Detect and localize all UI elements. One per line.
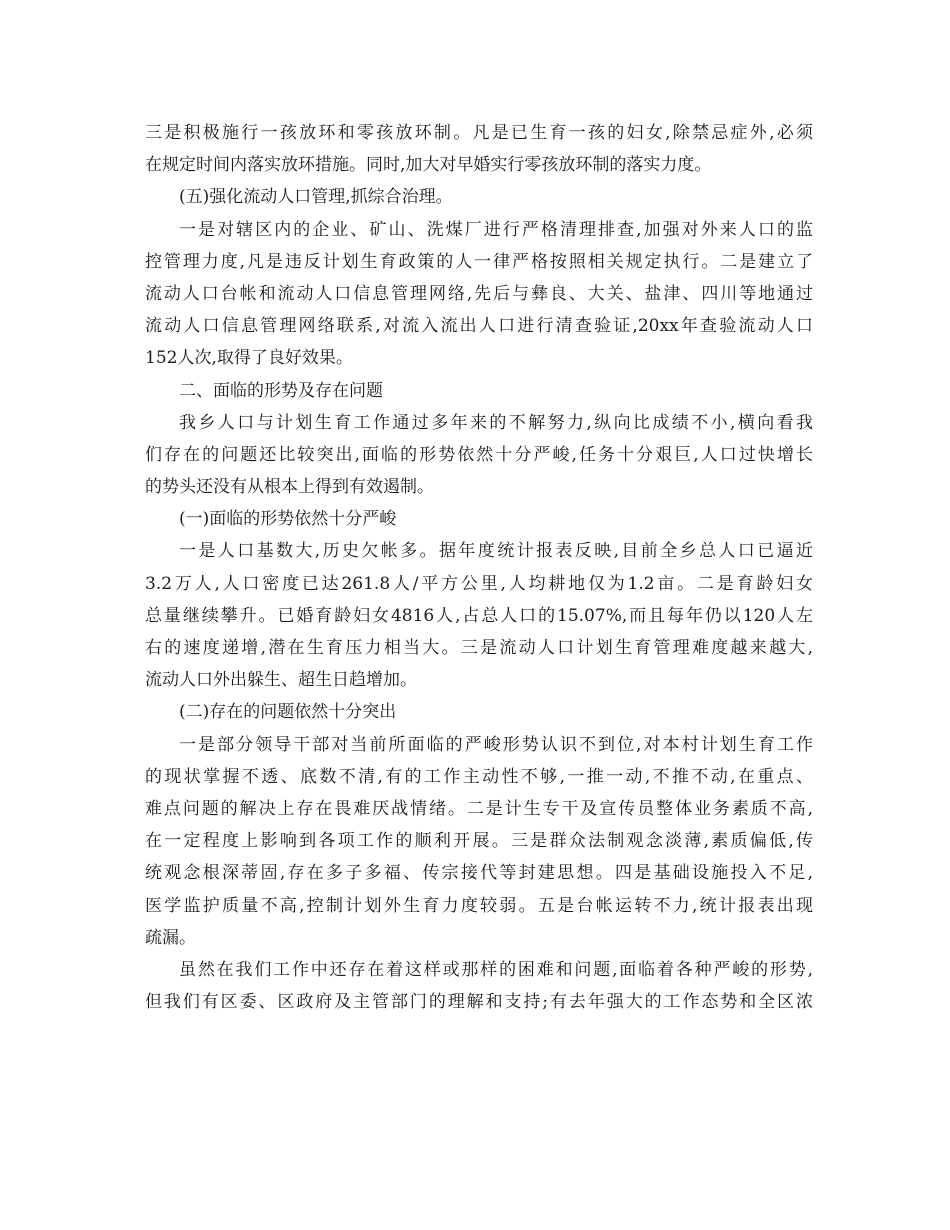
text-line: 一是人口基数大,历史欠帐多。据年度统计报表反映,目前全乡总人口已逼近 bbox=[179, 541, 813, 562]
text-line: 152人次,取得了良好效果。 bbox=[145, 348, 353, 369]
section-heading: 二、面临的形势及存在问题 bbox=[179, 380, 383, 401]
text-line: 三是积极施行一孩放环和零孩放环制。凡是已生育一孩的妇女,除禁忌症外,必须 bbox=[145, 123, 813, 143]
text-line: 的现状掌握不透、底数不清,有的工作主动性不够,一推一动,不推不动,在重点、 bbox=[145, 766, 813, 787]
text-line: 总量继续攀升。已婚育龄妇女4816人,占总人口的15.07%,而且每年仍以120人左 bbox=[145, 605, 813, 626]
text-line: 控管理力度,凡是违反计划生育政策的人一律严格按照相关规定执行。二是建立了 bbox=[145, 251, 813, 272]
section-heading: (一)面临的形势依然十分严峻 bbox=[179, 509, 397, 530]
text-line: 一是部分领导干部对当前所面临的严峻形势认识不到位,对本村计划生育工作 bbox=[179, 734, 813, 755]
text-line: 3.2万人,人口密度已达261.8人/平方公里,人均耕地仅为1.2亩。二是育龄妇女 bbox=[145, 573, 813, 594]
text-line: 流动人口台帐和流动人口信息管理网络,先后与彝良、大关、盐津、四川等地通过 bbox=[145, 283, 813, 304]
text-line: 在规定时间内落实放环措施。同时,加大对早婚实行零孩放环制的落实力度。 bbox=[145, 155, 712, 176]
text-line: 流动人口外出躲生、超生日趋增加。 bbox=[145, 670, 417, 691]
document-body bbox=[145, 117, 813, 1018]
text-line: 虽然在我们工作中还存在着这样或那样的困难和问题,面临着各种严峻的形势, bbox=[179, 959, 813, 980]
text-line: 疏漏。 bbox=[145, 927, 196, 948]
text-line: 但我们有区委、区政府及主管部门的理解和支持;有去年强大的工作态势和全区浓 bbox=[145, 992, 813, 1013]
section-heading: (五)强化流动人口管理,抓综合治理。 bbox=[179, 187, 453, 208]
text-line: 们存在的问题还比较突出,面临的形势依然十分严峻,任务十分艰巨,人口过快增长 bbox=[145, 444, 813, 465]
text-line: 右的速度递增,潜在生育压力相当大。三是流动人口计划生育管理难度越来越大, bbox=[145, 638, 813, 658]
text-line: 一是对辖区内的企业、矿山、洗煤厂进行严格清理排查,加强对外来人口的监 bbox=[179, 219, 813, 240]
text-line: 难点问题的解决上存在畏难厌战情绪。二是计生专干及宣传员整体业务素质不高, bbox=[145, 798, 813, 819]
text-line: 统观念根深蒂固,存在多子多福、传宗接代等封建思想。四是基础设施投入不足, bbox=[145, 863, 813, 884]
text-line: 在一定程度上影响到各项工作的顺利开展。三是群众法制观念淡薄,素质偏低,传 bbox=[145, 831, 813, 852]
text-line: 的势头还没有从根本上得到有效遏制。 bbox=[145, 477, 434, 498]
text-line: 我乡人口与计划生育工作通过多年来的不解努力,纵向比成绩不小,横向看我 bbox=[179, 412, 813, 433]
text-line: 医学监护质量不高,控制计划外生育力度较弱。五是台帐运转不力,统计报表出现 bbox=[145, 895, 813, 916]
section-heading: (二)存在的问题依然十分突出 bbox=[179, 702, 397, 723]
text-line: 流动人口信息管理网络联系,对流入流出人口进行清查验证,20xx年查验流动人口 bbox=[145, 316, 813, 337]
